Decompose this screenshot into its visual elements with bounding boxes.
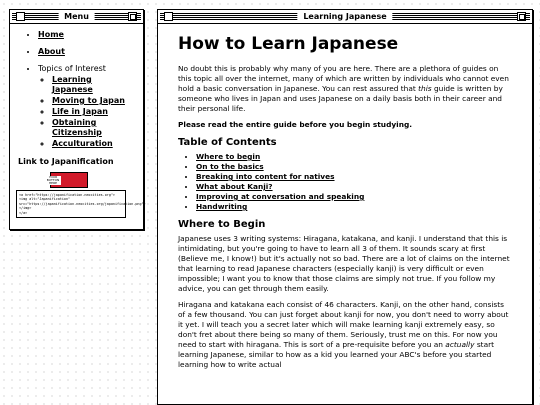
subnav-item <box>52 139 135 149</box>
toc-item <box>196 182 512 192</box>
topics-sublist <box>38 75 135 149</box>
menu-window <box>9 9 144 230</box>
menu-window-title: Menu <box>58 10 95 23</box>
page-title: How to Learn Japanese <box>178 34 399 54</box>
subnav-link-learning-japanese[interactable]: Learning Japanese <box>52 75 93 94</box>
toc-link-basics[interactable]: On to the basics <box>196 162 264 171</box>
section-heading: Where to Begin <box>178 219 266 230</box>
subnav-link-moving-to-japan[interactable]: Moving to Japan <box>52 96 125 105</box>
toc-item <box>196 192 512 202</box>
nav-item-home <box>38 30 135 39</box>
toc-link-native-content[interactable]: Breaking into content for natives <box>196 172 335 181</box>
menu-title-bar[interactable] <box>10 10 143 24</box>
nav-item-about <box>38 47 135 56</box>
zoom-box-icon[interactable] <box>128 12 137 21</box>
embed-code-box[interactable]: <a href="https://japanification.neocities.org"> <img alt="Japanification" src="https://japanification.neocities.org/japanification.png"> </img> </a> <box>16 190 126 218</box>
read-note: Please read the entire guide before you begin studying. <box>178 120 413 129</box>
toc-link-handwriting[interactable]: Handwriting <box>196 202 248 211</box>
close-box-icon[interactable] <box>16 12 25 21</box>
banner-text: YOUR BUTTON HERE <box>46 175 60 185</box>
subnav-item <box>52 75 135 95</box>
toc-link-conversation[interactable]: Improving at conversation and speaking <box>196 192 365 201</box>
toc-item <box>196 172 512 182</box>
main-window <box>157 9 533 405</box>
main-title-bar[interactable] <box>158 10 532 24</box>
article-content <box>158 24 532 404</box>
toc-item <box>196 202 512 212</box>
toc-item <box>196 162 512 172</box>
close-box-icon[interactable] <box>164 12 173 21</box>
toc-item <box>196 152 512 162</box>
subnav-item <box>52 96 135 106</box>
nav-list <box>28 30 135 149</box>
body-paragraph-1: Japanese uses 3 writing systems: Hiragana, katakana, and kanji. I understand that this is intimidating, but you're going to have to learn all 3 of them. It sounds scary at first (Believe me, I know!) but it's actually not so bad. There are a lot of claims on the internet that learning to read Japanese characters (especially kanji) is very difficult or even impossible; I want you to know that those claims are simply not true. If you follow my advice, you can get through them easily. <box>178 234 510 293</box>
subnav-item <box>52 118 135 138</box>
intro-paragraph: No doubt this is probably why many of you are here. There are a plethora of guides on this topic all over the internet, many of which are written by individuals who cannot even hold a basic conversation in Japanese. You can rest assured that this guide is written by someone who lives in Japan and uses Japanese on a daily basis both in their career and their personal life. <box>178 64 509 113</box>
subnav-link-life-in-japan[interactable]: Life in Japan <box>52 107 108 116</box>
subnav-link-acculturation[interactable]: Acculturation <box>52 139 113 148</box>
nav-link-home[interactable]: Home <box>38 30 64 39</box>
topics-label: Topics of Interest <box>38 64 106 73</box>
menu-body <box>10 24 146 218</box>
toc-link-kanji[interactable]: What about Kanji? <box>196 182 273 191</box>
subnav-item <box>52 107 135 117</box>
subnav-link-citizenship[interactable]: Obtaining Citizenship <box>52 118 102 137</box>
toc-heading: Table of Contents <box>178 137 277 148</box>
toc-link-where-to-begin[interactable]: Where to begin <box>196 152 261 161</box>
link-heading: Link to Japanification <box>18 157 114 166</box>
body-paragraph-2: Hiragana and katakana each consist of 46 characters. Kanji, on the other hand, consists of a few thousand. You can just forget about kanji for now, you don't need to worry about it yet. I will teach you a secret later which will make learning kanji extremely easy, so don't fret about there being so many of them. Seriously, trust me on this. For now you need to start with hiragana. This is sort of a pre-requisite before you an actually start learning Japanese, similar to how as a kid you learned your ABC's before you started learning how to write actual <box>178 300 509 369</box>
site-banner-button[interactable] <box>46 172 88 188</box>
zoom-box-icon[interactable] <box>517 12 526 21</box>
toc-list <box>178 152 512 212</box>
nav-item-topics <box>38 64 135 149</box>
main-window-title: Learning Japanese <box>297 10 392 23</box>
nav-link-about[interactable]: About <box>38 47 65 56</box>
